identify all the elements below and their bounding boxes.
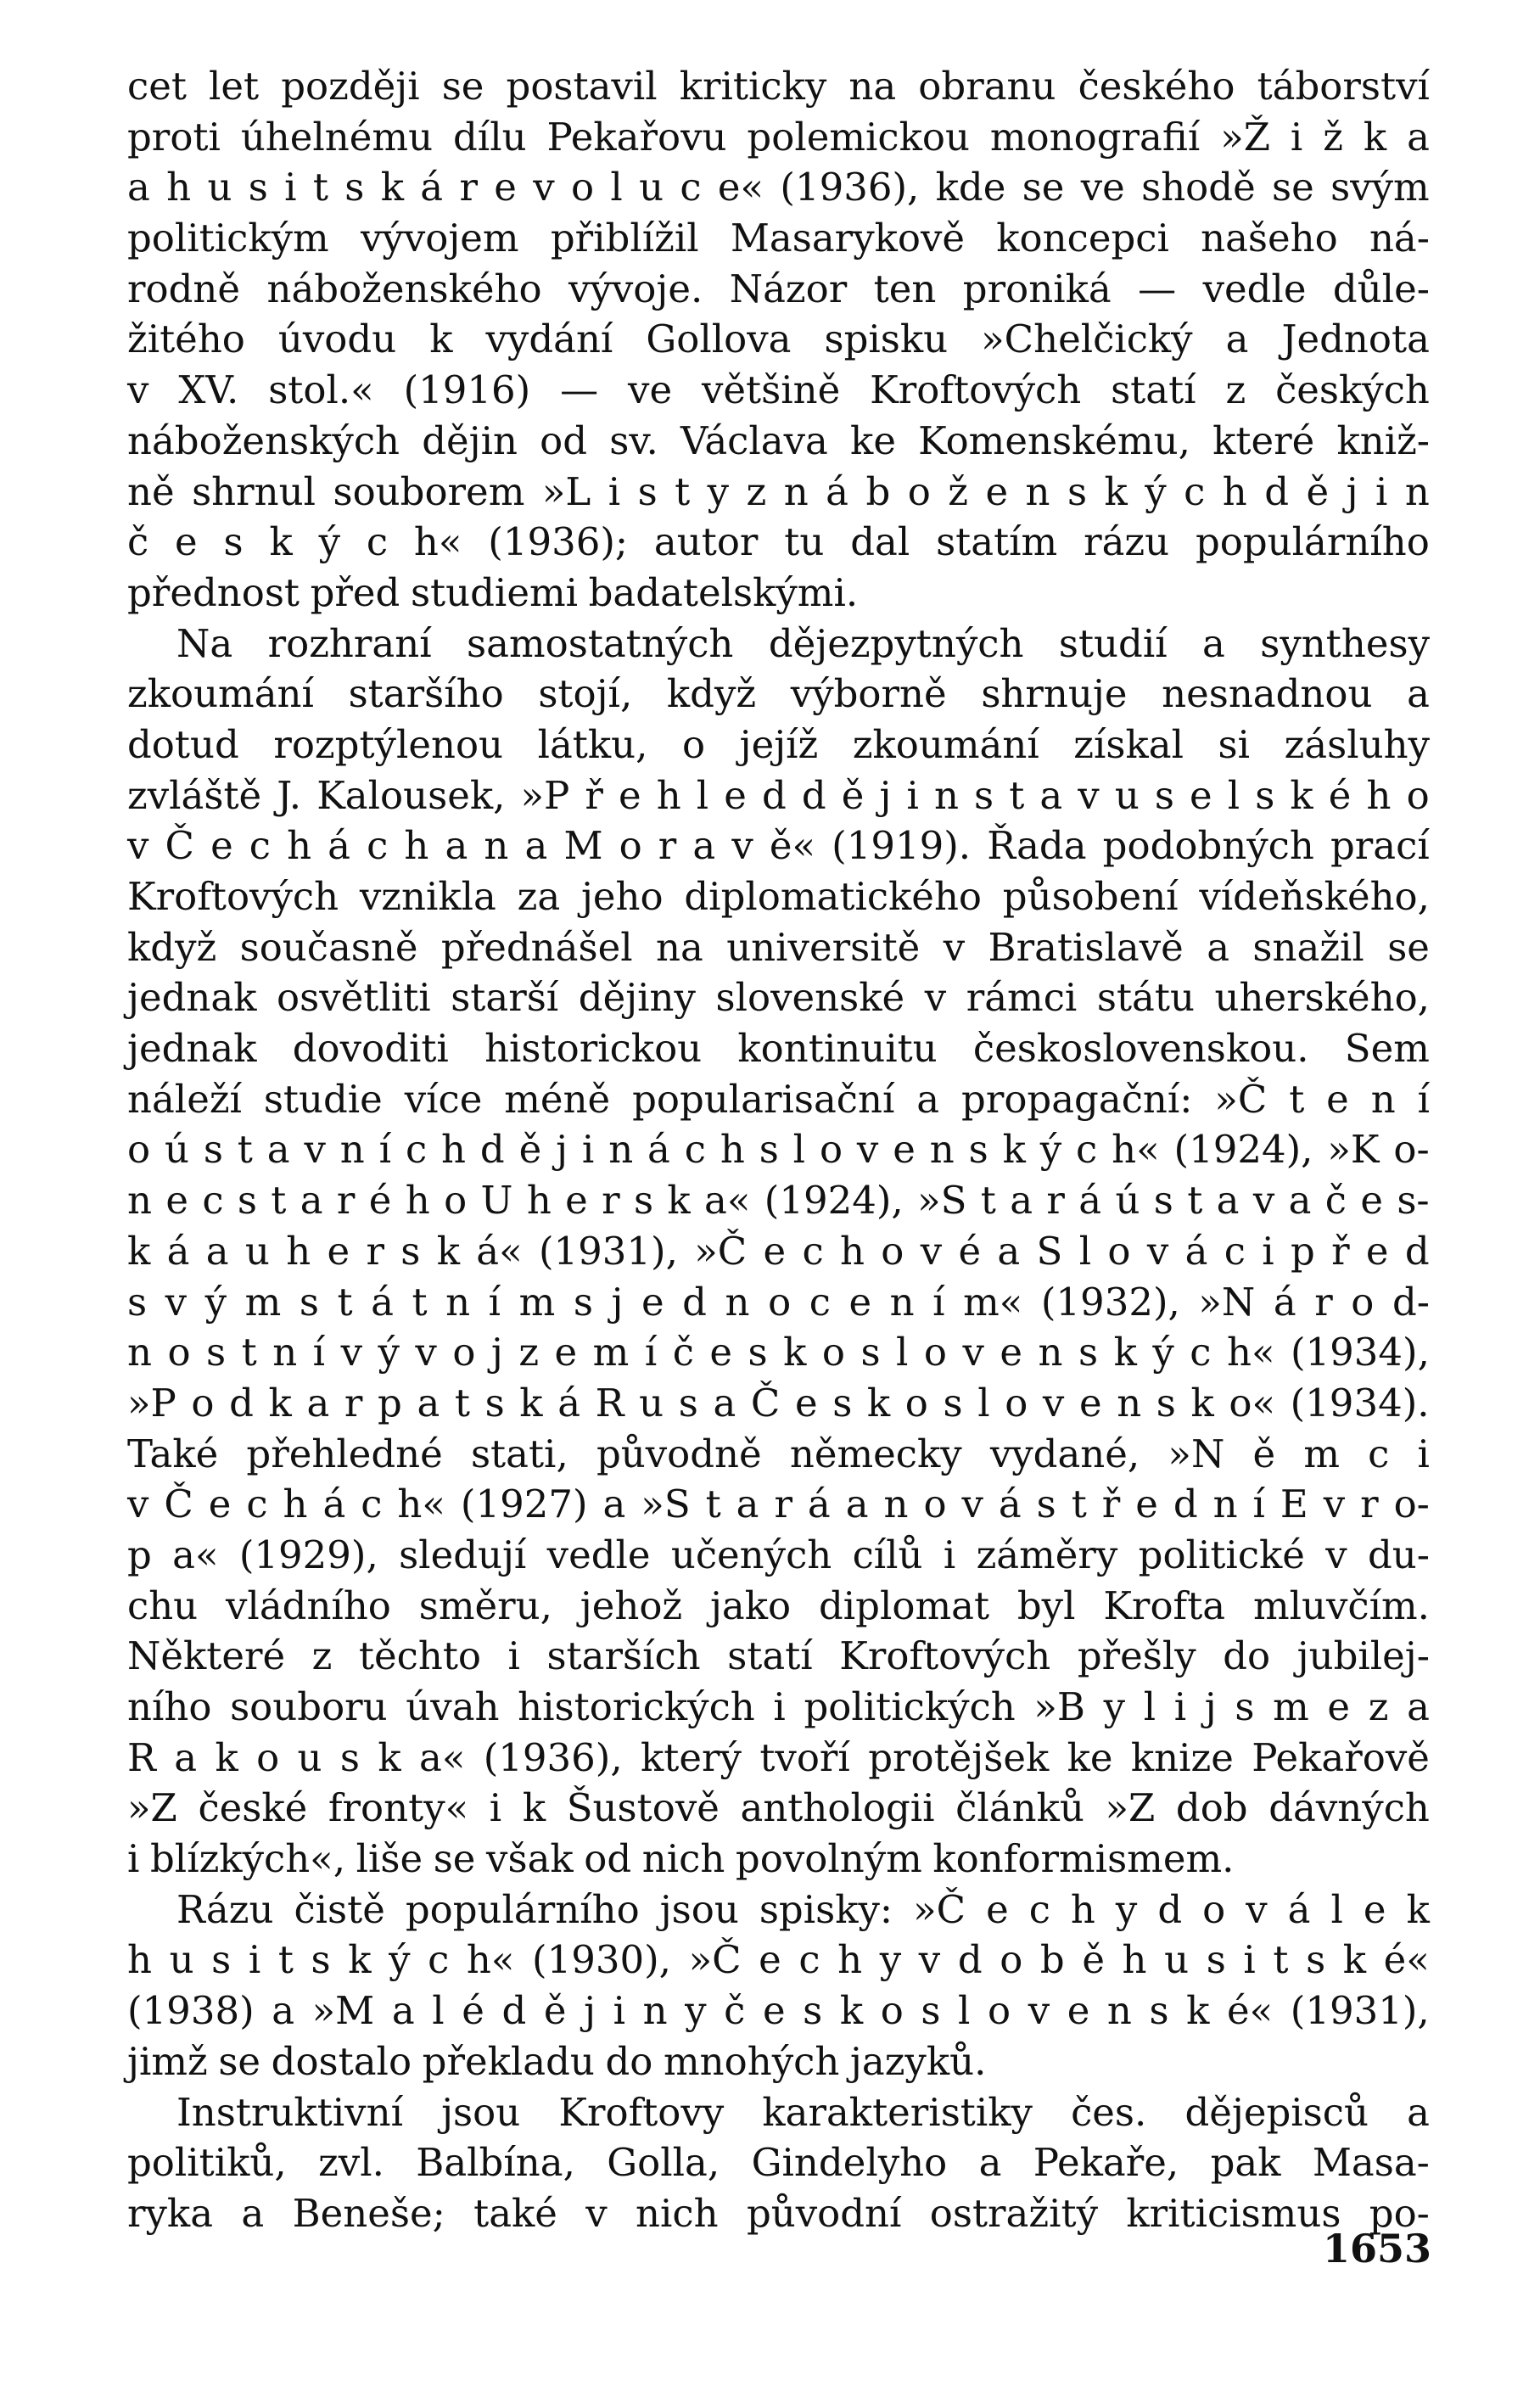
text-line: (1938) a »M a l é d ě j i n y č e s k o s l o v e n s k é« (1931), <box>127 1988 1430 2034</box>
text-line: náboženských dějin od sv. Václava ke Komenskému, které kniž- <box>127 417 1430 463</box>
text-line: zkoumání staršího stojí, když výborně shrnuje nesnadnou a <box>127 671 1430 717</box>
text-line: jednak dovoditi historickou kontinuitu československou. Sem <box>127 1026 1430 1072</box>
paragraph <box>127 61 1430 619</box>
paragraph <box>127 2087 1430 2239</box>
text-line: jimž se dostalo překladu do mnohých jazyků. <box>127 2038 987 2084</box>
text-line: Také přehledné stati, původně německy vydané, »N ě m c i <box>127 1431 1430 1476</box>
text-line: Některé z těchto i starších statí Kroftových přešly do jubilej- <box>127 1633 1430 1679</box>
text-line: »Z české fronty« i k Šustově anthologii článků »Z dob dávných <box>127 1785 1430 1831</box>
text-line: proti úhelnému dílu Pekařovu polemickou monografií »Ž i ž k a <box>127 114 1430 160</box>
text-line: ryka a Beneše; také v nich původní ostražitý kriticismus po- <box>127 2190 1430 2236</box>
text-line: i blízkých«, liše se však od nich povolným konformismem. <box>127 1836 1235 1882</box>
paragraph <box>127 619 1430 1885</box>
text-line: rodně náboženského vývoje. Názor ten proniká — vedle důle- <box>127 266 1430 311</box>
text-line: R a k o u s k a« (1936), který tvoří protějšek ke knize Pekařově <box>127 1734 1430 1780</box>
body-text <box>127 61 1430 2239</box>
text-line: n e c s t a r é h o U h e r s k a« (1924), »S t a r á ú s t a v a č e s- <box>127 1178 1430 1224</box>
text-line: Instruktivní jsou Kroftovy karakteristiky čes. dějepisců a <box>176 2089 1430 2135</box>
text-line: žitého úvodu k vydání Gollova spisku »Chelčický a Jednota <box>127 316 1430 362</box>
page-number: 1653 <box>1322 2226 1431 2271</box>
text-line: ně shrnul souborem »L i s t y z n á b o ž e n s k ý c h d ě j i n <box>127 468 1430 514</box>
text-line: k á a u h e r s k á« (1931), »Č e c h o v é a S l o v á c i p ř e d <box>127 1228 1430 1274</box>
text-line: ního souboru úvah historických i politických »B y l i j s m e z a <box>127 1684 1430 1729</box>
text-line: v XV. stol.« (1916) — ve většině Kroftových statí z českých <box>127 367 1430 413</box>
text-line: chu vládního směru, jehož jako diplomat byl Krofta mluvčím. <box>127 1582 1430 1628</box>
text-line: o ú s t a v n í c h d ě j i n á c h s l o v e n s k ý c h« (1924), »K o- <box>127 1127 1430 1173</box>
text-line: přednost před studiemi badatelskými. <box>127 569 859 615</box>
text-line: s v ý m s t á t n í m s j e d n o c e n í m« (1932), »N á r o d- <box>127 1279 1430 1325</box>
text-line: p a« (1929), sledují vedle učených cílů i záměry politické v du- <box>127 1532 1430 1577</box>
paragraph <box>127 1885 1430 2087</box>
text-line: »P o d k a r p a t s k á R u s a Č e s k o s l o v e n s k o« (1934). <box>127 1380 1430 1426</box>
text-line: zvláště J. Kalousek, »P ř e h l e d d ě j i n s t a v u s e l s k é h o <box>127 772 1430 818</box>
text-line: v Č e c h á c h a n a M o r a v ě« (1919). Řada podobných prací <box>127 823 1430 869</box>
text-line: v Č e c h á c h« (1927) a »S t a r á a n o v á s t ř e d n í E v r o- <box>127 1482 1430 1527</box>
text-line: politickým vývojem přiblížil Masarykově koncepci našeho ná- <box>127 216 1430 261</box>
text-line: n o s t n í v ý v o j z e m í č e s k o s l o v e n s k ý c h« (1934), <box>127 1330 1430 1375</box>
text-line: cet let později se postavil kriticky na obranu českého táborství <box>127 64 1430 109</box>
text-line: a h u s i t s k á r e v o l u c e« (1936), kde se ve shodě se svým <box>127 165 1430 210</box>
text-line: Rázu čistě populárního jsou spisky: »Č e c h y d o v á l e k <box>176 1886 1430 1932</box>
text-line: náleží studie více méně popularisační a propagační: »Č t e n í <box>127 1076 1430 1122</box>
text-line: jednak osvětliti starší dějiny slovenské v rámci státu uherského, <box>127 975 1430 1021</box>
text-line: č e s k ý c h« (1936); autor tu dal statím rázu populárního <box>127 519 1430 565</box>
text-line: h u s i t s k ý c h« (1930), »Č e c h y v d o b ě h u s i t s k é« <box>127 1937 1430 1983</box>
text-line: Kroftových vznikla za jeho diplomatického působení vídeňského, <box>127 874 1430 919</box>
text-line: Na rozhraní samostatných dějezpytných studií a synthesy <box>176 620 1430 666</box>
text-line: když současně přednášel na universitě v Bratislavě a snažil se <box>127 924 1430 970</box>
text-line: dotud rozptýlenou látku, o jejíž zkoumání získal si zásluhy <box>127 721 1430 767</box>
text-line: politiků, zvl. Balbína, Golla, Gindelyho a Pekaře, pak Masa- <box>127 2140 1430 2186</box>
